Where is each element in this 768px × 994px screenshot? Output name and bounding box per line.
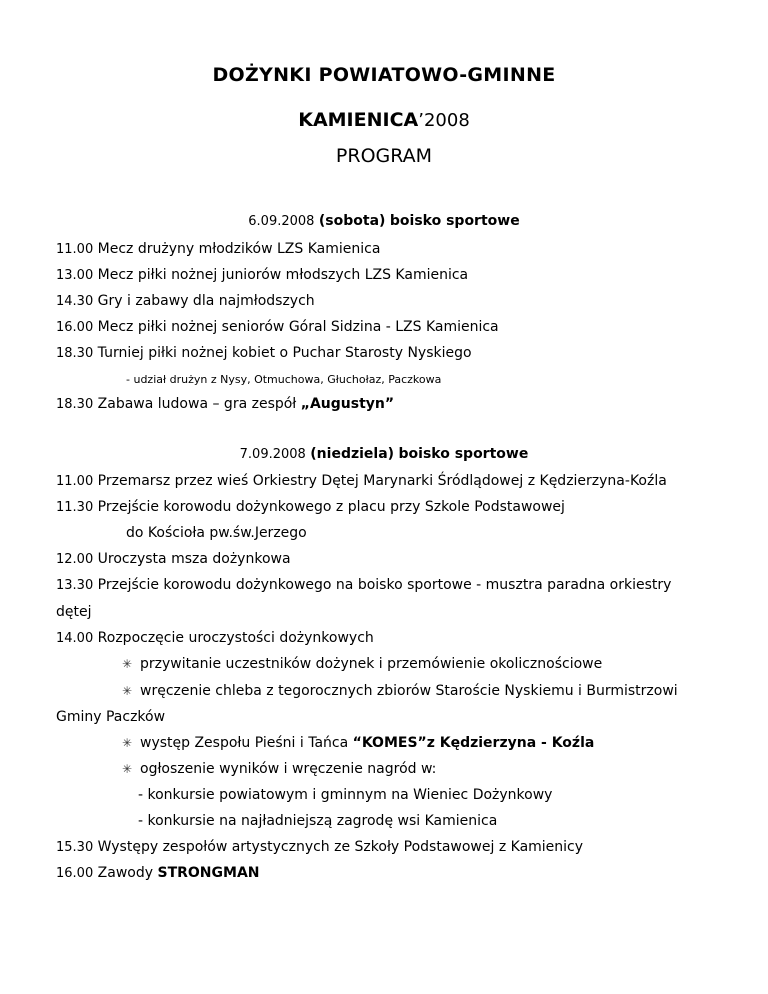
bullet-item: ✳ wręczenie chleba z tegorocznych zbiorów Staroście Nyskiemu i Burmistrzowi <box>122 683 678 699</box>
document-title: DOŻYNKI POWIATOWO-GMINNE <box>212 64 556 86</box>
day2-venue: boisko sportowe <box>398 446 529 462</box>
day2-item: 15.30 Występy zespołów artystycznych ze Szkoły Podstawowej z Kamienicy <box>56 839 584 855</box>
day1-note: - udział drużyn z Nysy, Otmuchowa, Głuchołaz, Paczkowa <box>126 373 442 386</box>
band-name: „Augustyn” <box>300 396 395 412</box>
day2-heading <box>0 446 768 462</box>
day2-item-continuation: dętej <box>56 604 92 620</box>
asterisk-bullet-icon: ✳ <box>122 684 133 698</box>
day2-item: 11.00 Przemarsz przez wieś Orkiestry Dętej Marynarki Śródlądowej z Kędzierzyna-Koźla <box>56 473 667 489</box>
bullet-item: ✳ ogłoszenie wyników i wręczenie nagród w: <box>122 761 437 777</box>
day1-venue: boisko sportowe <box>389 213 520 229</box>
sub-item: - konkursie na najładniejszą zagrodę wsi Kamienica <box>138 813 498 829</box>
day2-item: 13.30 Przejście korowodu dożynkowego na boisko sportowe - musztra paradna orkiestry <box>56 577 672 593</box>
strongman-label: STRONGMAN <box>157 865 260 881</box>
asterisk-bullet-icon: ✳ <box>122 736 133 750</box>
day2-item: 11.30 Przejście korowodu dożynkowego z placu przy Szkole Podstawowej <box>56 499 565 515</box>
day2-item-continuation: do Kościoła pw.św.Jerzego <box>126 525 307 541</box>
day1-item: 13.00 Mecz piłki nożnej juniorów młodszych LZS Kamienica <box>56 267 469 283</box>
day1-item: 11.00 Mecz drużyny młodzików LZS Kamienica <box>56 241 381 257</box>
place-name: KAMIENICA <box>298 109 419 131</box>
day2-date: 7.09.2008 <box>239 447 306 462</box>
asterisk-bullet-icon: ✳ <box>122 657 133 671</box>
day1-item-last: 18.30 Zabawa ludowa – gra zespół „Augustyn” <box>56 396 395 412</box>
asterisk-bullet-icon: ✳ <box>122 762 133 776</box>
day1-day: (sobota) <box>318 213 386 229</box>
day2-item: 14.00 Rozpoczęcie uroczystości dożynkowych <box>56 630 374 646</box>
sub-item: - konkursie powiatowym i gminnym na Wieniec Dożynkowy <box>138 787 553 803</box>
bullet-item: ✳ przywitanie uczestników dożynek i przemówienie okolicznościowe <box>122 656 603 672</box>
day2-item: 16.00 Zawody STRONGMAN <box>56 865 260 881</box>
day1-item: 14.30 Gry i zabawy dla najmłodszych <box>56 293 315 309</box>
year: ’2008 <box>418 110 470 131</box>
day1-date: 6.09.2008 <box>248 214 315 229</box>
day1-item: 16.00 Mecz piłki nożnej seniorów Góral Sidzina - LZS Kamienica <box>56 319 499 335</box>
ensemble-name: “KOMES”z Kędzierzyna - Koźla <box>352 735 595 751</box>
day2-day: (niedziela) <box>310 446 395 462</box>
day1-heading <box>0 213 768 229</box>
day1-item: 18.30 Turniej piłki nożnej kobiet o Puchar Starosty Nyskiego <box>56 345 472 361</box>
day2-item: 12.00 Uroczysta msza dożynkowa <box>56 551 291 567</box>
bullet-item: ✳ występ Zespołu Pieśni i Tańca “KOMES”z Kędzierzyna - Koźla <box>122 735 595 751</box>
program-heading: PROGRAM <box>335 145 433 167</box>
place-year <box>0 109 768 131</box>
bullet-continuation: Gminy Paczków <box>56 709 166 725</box>
